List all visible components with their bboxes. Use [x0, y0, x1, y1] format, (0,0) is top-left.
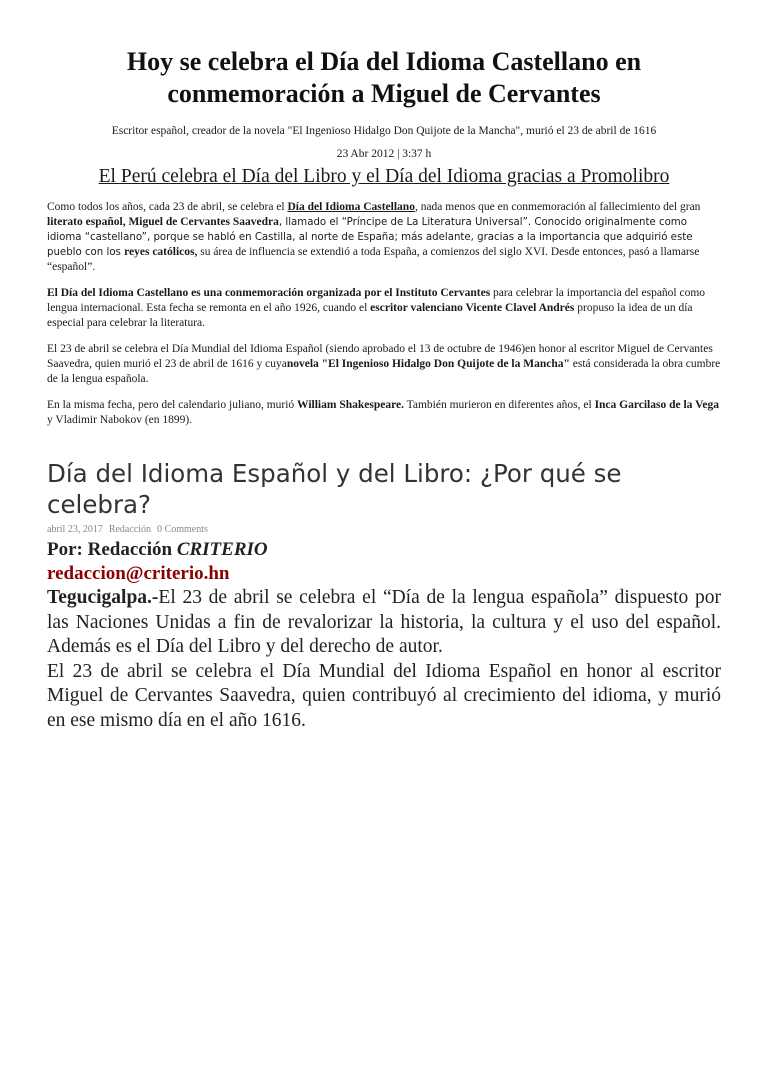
- p1-text-b: , nada menos que en conmemoración al fallecimiento del gran: [414, 201, 701, 213]
- email-link[interactable]: redaccion@criterio.hn: [47, 563, 230, 584]
- p3-bold-1: novela "El Ingenioso Hidalgo Don Quijote de la Mancha": [286, 358, 570, 370]
- byline-brand: CRITERIO: [176, 539, 268, 560]
- article-title: Hoy se celebra el Día del Idioma Castellano en conmemoración a Miguel de Cervantes: [126, 47, 642, 108]
- article2-p1-text: El 23 de abril se celebra el “Día de la lengua española” dispuesto por las Naciones Unidas a fin de revalorizar la historia, la cultura y el uso del español. Además es el Día del Libro y del derecho de autor.: [47, 587, 721, 657]
- p1-text-a: Como todos los años, cada 23 de abril, se celebra el: [47, 201, 288, 213]
- paragraph-3: [47, 342, 721, 387]
- article2-meta: [47, 524, 721, 536]
- article-subtitle: Escritor español, creador de la novela "El Ingenioso Hidalgo Don Quijote de la Mancha", murió el 23 de abril de 1616: [111, 125, 657, 137]
- p4-text-c: y Vladimir Nabokov (en 1899).: [47, 414, 193, 426]
- p1-bold-2: reyes católicos,: [124, 246, 198, 258]
- p4-bold-2: Inca Garcilaso de la Vega: [594, 399, 719, 411]
- p1-text-d: su área de influencia se extendió a toda España, a comienzos del siglo XVI. Desde entonces, pasó a llamarse “español”.: [47, 246, 700, 273]
- p3-text-b: está considerada la obra cumbre de la lengua española.: [47, 358, 721, 385]
- p2-text-a: para celebrar la importancia del español como lengua internacional. Esta fecha se remonta en el año 1926, cuando el: [47, 287, 706, 314]
- p2-text-b: propuso la idea de un día especial para celebrar la literatura.: [47, 302, 693, 329]
- article2-title: Día del Idioma Español y del Libro: ¿Por qué se celebra?: [47, 459, 622, 519]
- meta-date[interactable]: abril 23, 2017: [47, 524, 103, 535]
- byline-prefix: Por: Redacción: [47, 539, 177, 560]
- paragraph-1: [47, 200, 721, 275]
- p4-text-a: En la misma fecha, pero del calendario juliano, murió: [47, 399, 298, 411]
- dia-idioma-link[interactable]: Día del Idioma Castellano: [287, 201, 415, 213]
- byline: [47, 538, 721, 562]
- p4-bold-1: William Shakespeare.: [297, 399, 404, 411]
- meta-author[interactable]: Redacción: [108, 524, 152, 535]
- p3-text-a: El 23 de abril se celebra el Día Mundial del Idioma Español (siendo aprobado el 13 de octubre de 1946)en honor al escritor Miguel de Cervantes Saavedra, quien murió el 23 de abril de 1616 y cuya: [47, 343, 713, 370]
- document-page: [0, 46, 768, 1070]
- p4-text-b: También murieron en diferentes años, el: [403, 399, 595, 411]
- article2-paragraph-1: [47, 586, 721, 660]
- p1-bold-1: literato español, Miguel de Cervantes Saavedra: [47, 216, 279, 228]
- article-date: 23 Abr 2012 | 3:37 h: [336, 148, 432, 160]
- dateline: Tegucigalpa.-: [47, 587, 159, 608]
- meta-comments[interactable]: 0 Comments: [157, 524, 208, 535]
- p2-bold-2: escritor valenciano Vicente Clavel Andrés: [370, 302, 575, 314]
- paragraph-2: [47, 286, 721, 331]
- p1-text-c: , llamado el “Príncipe de La Literatura Universal”. Conocido originalmente como idioma “castellano”, porque se habló en Castilla, al norte de España; más adelante, gracias a la importancia que adquirió este pueblo con los: [47, 217, 693, 258]
- promolibro-link[interactable]: El Perú celebra el Día del Libro y el Día del Idioma gracias a Promolibro: [98, 166, 670, 187]
- p2-bold-1: El Día del Idioma Castellano es una conmemoración organizada por el Instituto Cervantes: [47, 287, 491, 299]
- article2-paragraph-2: El 23 de abril se celebra el Día Mundial del Idioma Español en honor al escritor Miguel de Cervantes Saavedra, quien contribuyó al crecimiento del idioma, y murió en ese mismo día en el año 1616.: [47, 660, 721, 731]
- paragraph-4: [47, 398, 721, 428]
